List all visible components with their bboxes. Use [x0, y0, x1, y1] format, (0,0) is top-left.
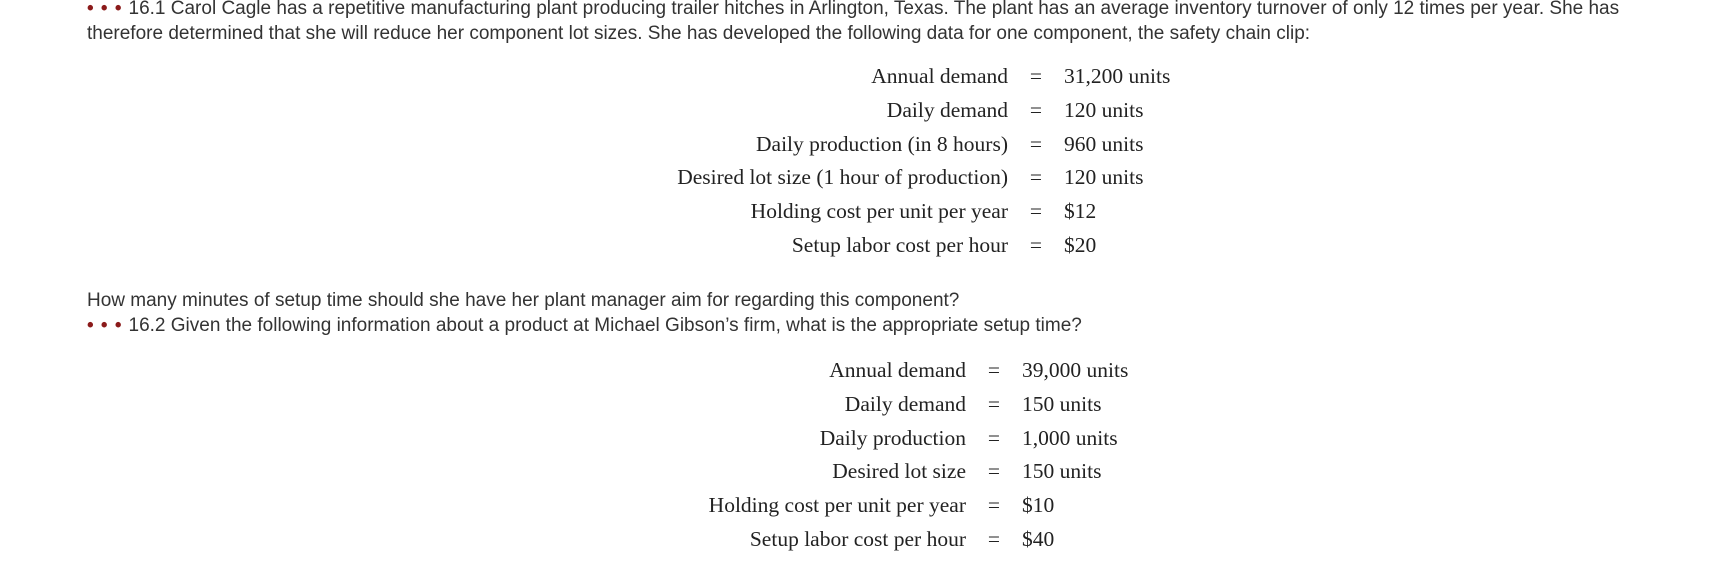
- row-label: Daily production (in 8 hours): [756, 131, 1008, 156]
- equals-sign: =: [1029, 165, 1043, 190]
- problem-16-1-line2: therefore determined that she will reduce her component lot sizes. She has developed the following data for one component, the safety chain clip:: [87, 23, 1311, 44]
- equals-sign: =: [1029, 64, 1043, 88]
- equals-sign: =: [987, 459, 1001, 484]
- row-value: 39,000 units: [1022, 358, 1129, 382]
- problem-16-1-text: [87, 0, 1707, 46]
- table-row: [0, 195, 1170, 229]
- problem-16-2-data-table: [0, 354, 1128, 557]
- row-label: Desired lot size: [832, 459, 966, 484]
- row-label: Annual demand: [871, 64, 1008, 88]
- row-label: Setup labor cost per hour: [791, 232, 1008, 257]
- table-row: [0, 94, 1170, 128]
- equals-sign: =: [1029, 199, 1043, 224]
- table-row: [0, 128, 1170, 162]
- problem-16-1-data-table: [0, 60, 1170, 263]
- row-label: Holding cost per unit per year: [750, 199, 1008, 224]
- equals-sign: =: [987, 425, 1001, 450]
- row-value: $20: [1064, 232, 1097, 257]
- equals-sign: =: [1029, 97, 1043, 122]
- table-row: [0, 455, 1128, 489]
- row-value: 120 units: [1064, 97, 1144, 122]
- row-label: Holding cost per unit per year: [708, 493, 966, 518]
- difficulty-dots-icon: • • •: [87, 0, 123, 19]
- row-label: Annual demand: [829, 358, 966, 382]
- table-row: [0, 354, 1128, 388]
- equals-sign: =: [987, 493, 1001, 518]
- equals-sign: =: [987, 358, 1001, 382]
- problem-16-1-line1: [87, 0, 1707, 21]
- table-row: [0, 161, 1170, 195]
- problem-16-1-line1-text: 16.1 Carol Cagle has a repetitive manufacturing plant producing trailer hitches in Arlington, Texas. The plant has an average inventory turnover of only 12 times per year. She has: [128, 0, 1620, 19]
- equals-sign: =: [987, 391, 1001, 416]
- row-value: $10: [1022, 493, 1055, 518]
- table-row: [0, 422, 1128, 456]
- row-label: Daily demand: [844, 391, 966, 416]
- problem-16-2-text: [87, 313, 1082, 338]
- equals-sign: =: [1029, 232, 1043, 257]
- problem-16-1-question: How many minutes of setup time should she have her plant manager aim for regarding this component?: [87, 290, 960, 311]
- row-label: Desired lot size (1 hour of production): [677, 165, 1008, 190]
- equals-sign: =: [1029, 131, 1043, 156]
- row-value: 960 units: [1064, 131, 1144, 156]
- difficulty-dots-icon: • • •: [87, 315, 123, 336]
- table-row: [0, 229, 1170, 263]
- row-value: $12: [1064, 199, 1097, 224]
- table-row: [0, 523, 1128, 557]
- table-row: [0, 388, 1128, 422]
- row-value: 150 units: [1022, 391, 1102, 416]
- row-value: 31,200 units: [1064, 64, 1171, 88]
- row-label: Daily production: [819, 425, 966, 450]
- row-label: Setup labor cost per hour: [749, 526, 966, 551]
- table-row: [0, 60, 1170, 94]
- table-row: [0, 489, 1128, 523]
- row-label: Daily demand: [886, 97, 1008, 122]
- equals-sign: =: [987, 526, 1001, 551]
- row-value: 120 units: [1064, 165, 1144, 190]
- row-value: 1,000 units: [1022, 425, 1118, 450]
- row-value: $40: [1022, 526, 1055, 551]
- row-value: 150 units: [1022, 459, 1102, 484]
- problem-16-2-text-body: 16.2 Given the following information about a product at Michael Gibson’s firm, what is the appropriate setup time?: [128, 315, 1082, 336]
